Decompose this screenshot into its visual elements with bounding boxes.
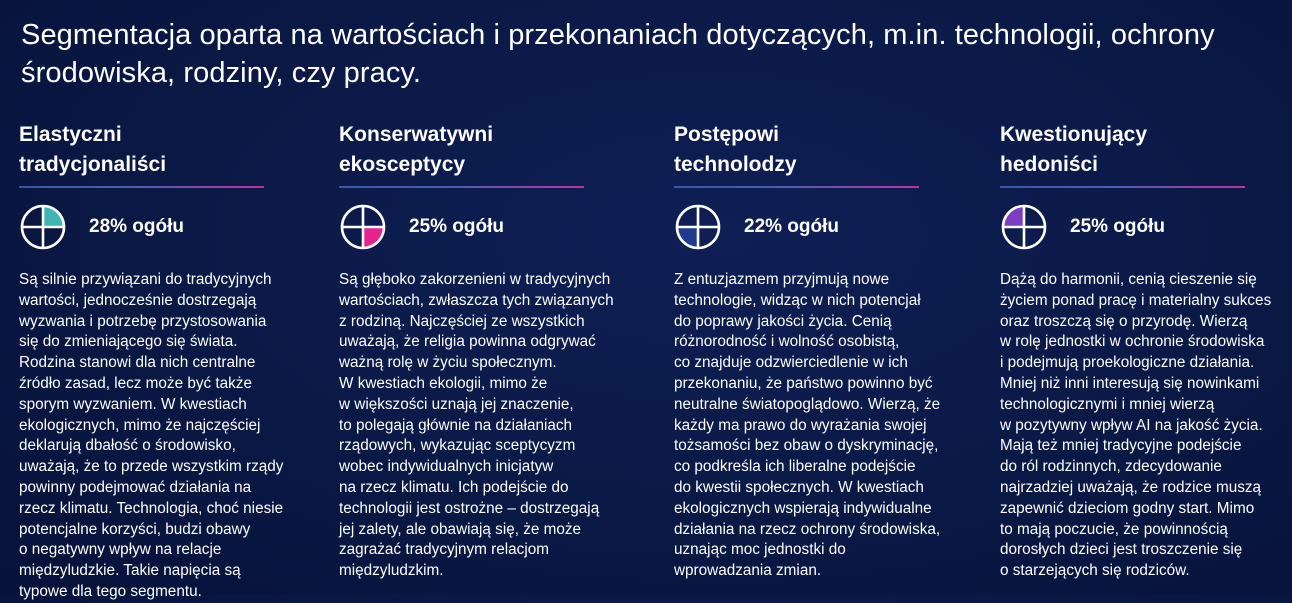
segment-divider [1000, 186, 1245, 188]
segment-divider [19, 186, 264, 188]
pie-chart-icon [1000, 203, 1048, 251]
segment-description: Są silnie przywiązani do tradycyjnych wartości, jednocześnie dostrzegają wyzwania i potrzebę przystosowania się do zmieniającego się świata. Rodzina stanowi dla nich centralne źródło zasad, lecz może być także sporym wyzwaniem. W kwestiach ekologicznych, mimo że najczęściej deklarują dbałość o środowisko, uważają, że to przede wszystkim rządy powinny podejmować działania na rzecz klimatu. Technologia, choć niesie potencjalne korzyści, budzi obawy o negatywny wpływ na relacje międzyludzkie. Takie napięcia są typowe dla tego segmentu. [19, 271, 284, 600]
page-title: Segmentacja oparta na wartościach i przekonaniach dotyczących, m.in. technologii, ochrony środowiska, rodziny, czy pracy. [21, 19, 1215, 89]
segment-description: Dążą do harmonii, cenią cieszenie się życiem ponad pracę i materialny sukces oraz troszczą się o przyrodę. Wierzą w rolę jednostki w ochronie środowiska i podejmują proekologiczne działania. Mniej niż inni interesują się nowinkami technologicznymi i mniej wierzą w pozytywny wpływ AI na jakość życia. Mają też mniej tradycyjne podejście do ról rodzinnych, zdecydowanie najrzadziej uważają, że rodzice muszą zapewnić dzieciom godny start. Mimo to mają poczucie, że powinnością dorosłych dzieci jest troszczenie się o starzejących się rodziców. [1000, 271, 1272, 580]
segment-share-row [19, 203, 309, 251]
segment-name: Elastyczni tradycjonaliści [19, 123, 167, 176]
segment-name: Konserwatywni ekosceptycy [339, 123, 494, 176]
segment-divider [674, 186, 919, 188]
pie-chart-icon [19, 203, 67, 251]
segment-share: 22% ogółu [744, 216, 840, 237]
segment-share-row [339, 203, 639, 251]
segment-name: Postępowi technolodzy [674, 123, 797, 176]
pie-chart-icon [339, 203, 387, 251]
segment-name: Kwestionujący hedoniści [1000, 123, 1148, 176]
segment-divider [339, 186, 584, 188]
segment-konserwatywni-ekosceptycy [339, 120, 639, 582]
segment-description: Są głęboko zakorzenieni w tradycyjnych wartościach, zwłaszcza tych związanych z rodziną. Najczęściej ze wszystkich uważają, że religia powinna odgrywać ważną rolę w życiu społecznym. W kwestiach ekologii, mimo że w większości uznają jej znaczenie, to polegają głównie na działaniach rządowych, wykazując sceptycyzm wobec indywidualnych inicjatyw na rzecz klimatu. Ich podejście do technologii jest ostrożne – dostrzegają jej zalety, ale obawiają się, że może zagrażać tradycyjnym relacjom międzyludzkim. [339, 271, 614, 580]
pie-chart-icon [674, 203, 722, 251]
segment-share-row [1000, 203, 1290, 251]
segment-description: Z entuzjazmem przyjmują nowe technologie, widząc w nich potencjał do poprawy jakości życia. Cenią różnorodność i wolność osobistą, co znajduje odzwierciedlenie w ich przekonaniu, że państwo powinno być neutralne światopoglądowo. Wierzą, że każdy ma prawo do wyrażania swojej tożsamości bez obaw o dyskryminację, co podkreśla ich liberalne podejście do kwestii społecznych. W kwestiach ekologicznych wspierają indywidualne działania na rzecz ochrony środowiska, uznając moc jednostki do wprowadzania zmian. [674, 271, 941, 580]
segment-share: 25% ogółu [409, 216, 505, 237]
segment-share: 28% ogółu [89, 216, 185, 237]
segment-elastyczni-tradycjonalisci [19, 120, 309, 603]
segment-kwestionujacy-hedonisci [1000, 120, 1290, 582]
segment-share: 25% ogółu [1070, 216, 1166, 237]
segment-share-row [674, 203, 974, 251]
segment-postepowi-technolodzy [674, 120, 974, 582]
